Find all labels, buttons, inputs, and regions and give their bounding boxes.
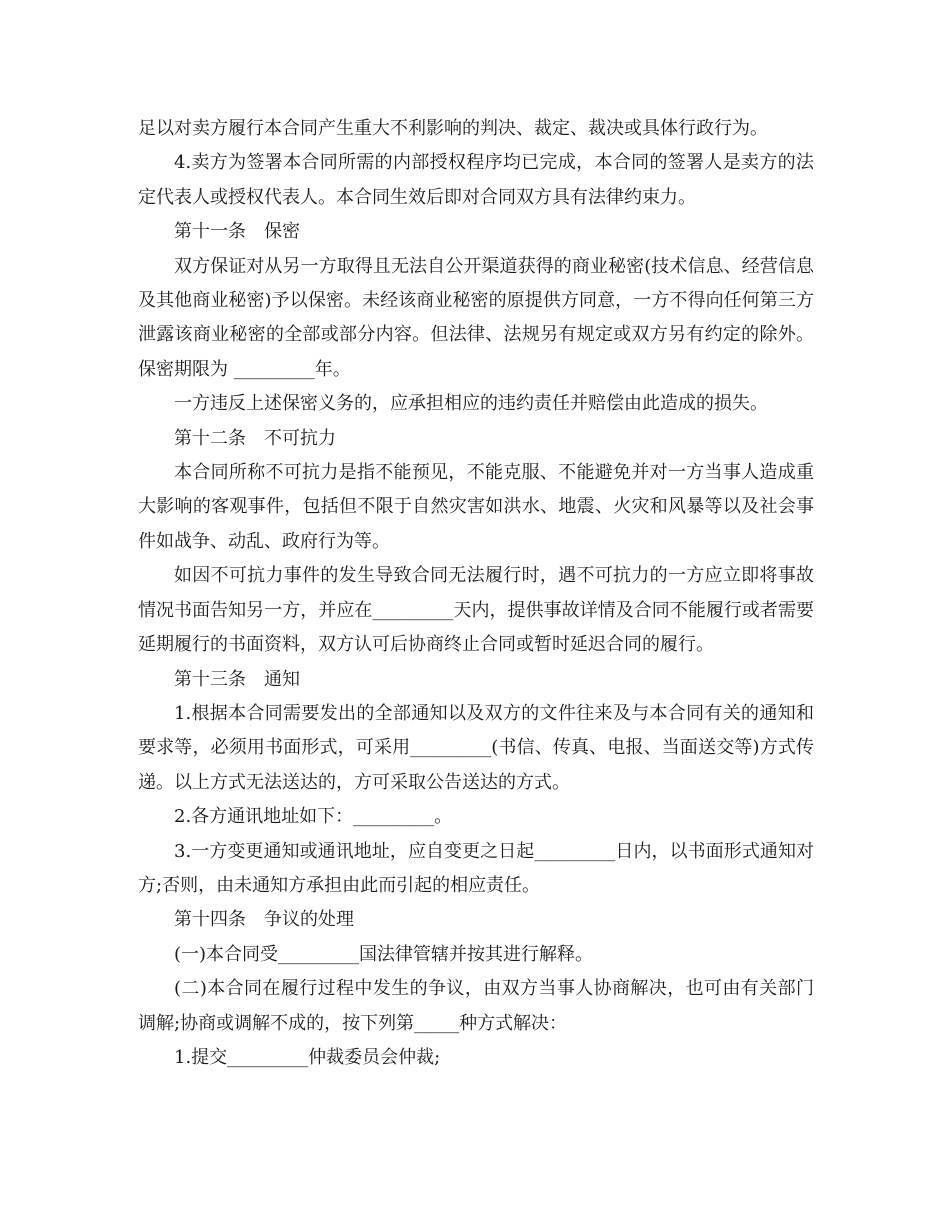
paragraph-confidentiality: 双方保证对从另一方取得且无法自公开渠道获得的商业秘密(技术信息、经营信息及其他商业秘密)予以保密。未经该商业秘密的原提供方同意，一方不得向任何第三方泄露该商业秘密的全部或部分内容。但法律、法规另有规定或双方另有约定的除外。保密期限为 _________年。	[138, 255, 814, 380]
paragraph-arbitration: 1.提交_________仲裁委员会仲裁;	[174, 1046, 441, 1068]
paragraph-notice-form: 1.根据本合同需要发出的全部通知以及双方的文件往来及与本合同有关的通知和要求等，必须用书面形式，可采用_________(书信、传真、电报、当面送交等)方式传递。以上方式无法送达的，方可采取公告送达的方式。	[138, 702, 814, 793]
paragraph-notice-address: 2.各方通讯地址如下：_________。	[174, 806, 453, 828]
document-body	[138, 112, 814, 1075]
heading-article-13: 第十三条 通知	[174, 668, 300, 690]
heading-article-12: 第十二条 不可抗力	[174, 427, 336, 449]
heading-article-14: 第十四条 争议的处理	[174, 909, 354, 931]
paragraph-breach-liability: 一方违反上述保密义务的，应承担相应的违约责任并赔偿由此造成的损失。	[174, 393, 768, 415]
paragraph-seller-authorization: 4.卖方为签署本合同所需的内部授权程序均已完成，本合同的签署人是卖方的法定代表人或授权代表人。本合同生效后即对合同双方具有法律约束力。	[138, 152, 814, 208]
heading-article-11: 第十一条 保密	[174, 221, 300, 243]
paragraph-dispute-resolution: (二)本合同在履行过程中发生的争议，由双方当事人协商解决，也可由有关部门调解;协商或调解不成的，按下列第_____种方式解决：	[138, 978, 814, 1034]
paragraph-force-majeure-definition: 本合同所称不可抗力是指不能预见，不能克服、不能避免并对一方当事人造成重大影响的客观事件，包括但不限于自然灾害如洪水、地震、火灾和风暴等以及社会事件如战争、动乱、政府行为等。	[138, 462, 814, 552]
paragraph-force-majeure-notice: 如因不可抗力事件的发生导致合同无法履行时，遇不可抗力的一方应立即将事故情况书面告知另一方，并应在_________天内，提供事故详情及合同不能履行或者需要延期履行的书面资料，双方认可后协商终止合同或暂时延迟合同的履行。	[138, 565, 814, 656]
paragraph-governing-law: (一)本合同受_________国法律管辖并按其进行解释。	[174, 943, 594, 965]
paragraph-address-change: 3.一方变更通知或通讯地址，应自变更之日起_________日内，以书面形式通知对方;否则，由未通知方承担由此而引起的相应责任。	[138, 840, 814, 896]
paragraph-continuation: 足以对卖方履行本合同产生重大不利影响的判决、裁定、裁决或具体行政行为。	[138, 118, 768, 139]
